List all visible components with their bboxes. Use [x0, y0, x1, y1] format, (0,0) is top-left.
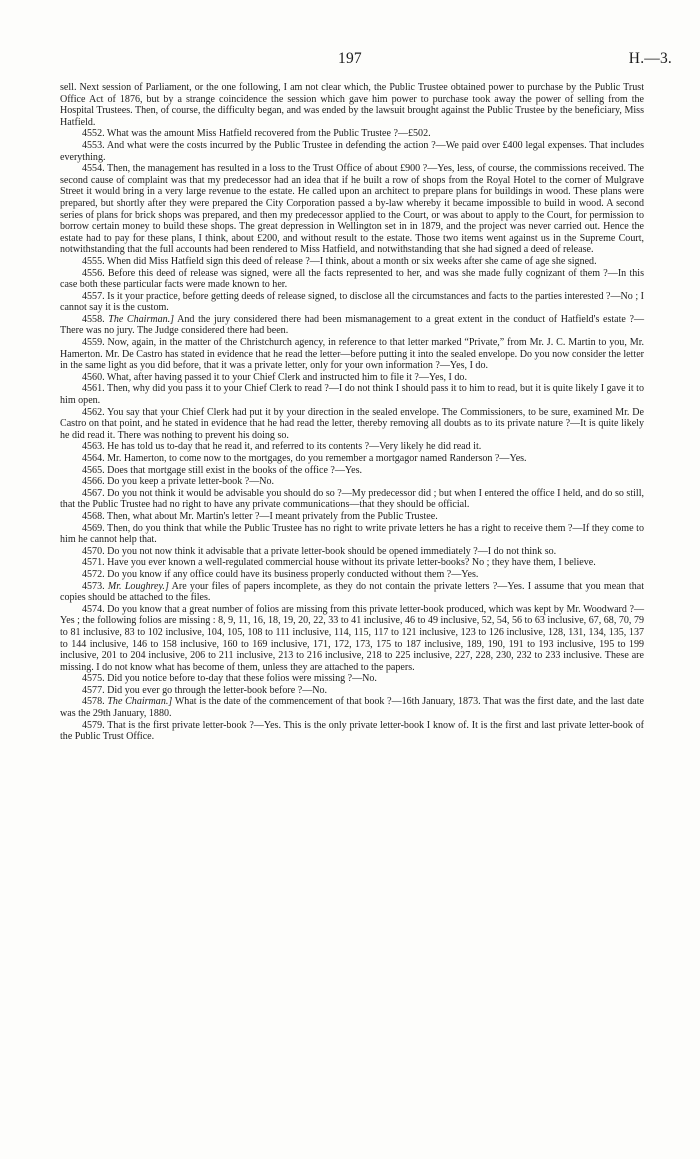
- paragraph: [60, 581, 644, 604]
- question-number: 4558.: [82, 313, 105, 325]
- paragraph: 4569. Then, do you think that while the Public Trustee has no right to write private letters he has a right to receive them ?—If they come to him he cannot help that.: [60, 522, 644, 546]
- paragraph: 4554. Then, the management has resulted in a loss to the Trust Office of about £900 ?—Yes, less, of course, the commissions received. The second cause of complaint was that my predecessor had an idea that if he built a row of shops from the Royal Hotel to the corner of Mulgrave Street it would bring in a very large revenue to the estate. He called upon an architect to prepare plans for buildings in wood. These plans were prepared, but shortly after they were prepared the City Corporation passed a by-law whereby it became impossible to build in wood. A second series of plans for brick shops was prepared, and then my predecessor applied to the Court, or was about to apply to the Court, for permission to borrow certain money to build these shops. The great depression in Wellington set in in 1879, and the project was never carried out. Hence the estate had to pay for these plans, I think, about £200, and without result to the estate. Those two items went against us in the Supreme Court, notwithstanding that the full accounts had been rendered to Miss Hatfield, and notwithstanding that she had signed a deed of release.: [60, 163, 644, 256]
- paragraph-text: What is the date of the commencement of that book ?—16th January, 1873. That was the first date, and the last date was the 29th January, 1880.: [60, 696, 644, 720]
- paragraph: 4574. Do you know that a great number of folios are missing from this private letter-book produced, which was kept by Mr. Woodward ?—Yes ; the following folios are missing : 8, 9, 11, 16, 18, 19, 20, 22, 33 to 41 inclusive, 46 to 49 inclusive, 52, 54, 56 to 63 inclusive, 67, 68, 70, 79 to 81 inclusive, 83 to 102 inclusive, 104, 105, 108 to 111 inclusive, 114, 115, 117 to 121 inclusive, 123 to 126 inclusive, 128, 131, 134, 135, 137 to 144 inclusive, 146 to 158 inclusive, 160 to 169 inclusive, 171, 172, 173, 175 to 187 inclusive, 189, 190, 191 to 193 inclusive, 195 to 199 inclusive, 201 to 204 inclusive, 206 to 211 inclusive, 213 to 216 inclusive, 218 to 225 inclusive, 227, 228, 230, 232 to 233 inclusive. These are missing. I do not know what has become of them, unless they are attached to the papers.: [60, 603, 644, 673]
- paragraph: 4566. Do you keep a private letter-book ?—No.: [82, 476, 275, 488]
- paragraph: 4571. Have you ever known a well-regulated commercial house without its private letter-books? No ; they have them, I believe.: [82, 557, 596, 569]
- paragraph: 4559. Now, again, in the matter of the Christchurch agency, in reference to that letter marked “Private,” from Mr. J. C. Martin to you, Mr. Hamerton. Mr. De Castro has stated in evidence that he read the letter—before putting it into the sealed envelope. Do you now consider the letter in the same light as you did before, that it was a private letter, only for your own information ?—Yes, I do.: [60, 337, 644, 372]
- speaker-label: Mr. Loughrey.]: [107, 580, 169, 592]
- paragraph-text: And the jury considered there had been mismanagement to a great extent in the conduct of Hatfield's estate ?—There was no jury. The Judge considered there had been.: [60, 313, 644, 337]
- paragraph: 4575. Did you notice before to-day that these folios were missing ?—No.: [82, 673, 377, 685]
- paragraph: 4565. Does that mortgage still exist in the books of the office ?—Yes.: [82, 464, 363, 476]
- paragraph: 4577. Did you ever go through the letter-book before ?—No.: [82, 684, 328, 696]
- paragraph: 4562. You say that your Chief Clerk had put it by your direction in the sealed envelope. The Commissioners, to be sure, examined Mr. De Castro on that point, and he stated in evidence that he had read the letter, thereby removing all doubts as to its private nature ?—It is quite likely he did read it. There was nothing to prevent his doing so.: [60, 406, 644, 441]
- question-number: 4578.: [82, 696, 105, 708]
- paragraph: 4561. Then, why did you pass it to your Chief Clerk to read ?—I do not think I should pass it to him to read, but it is quite likely I gave it to him open.: [60, 383, 644, 407]
- paper-reference: H.—3.: [628, 50, 672, 67]
- paragraph: 4555. When did Miss Hatfield sign this deed of release ?—I think, about a month or six weeks after she came of age she signed.: [82, 255, 597, 267]
- speaker-label: The Chairman.]: [108, 313, 175, 325]
- paragraph: 4552. What was the amount Miss Hatfield recovered from the Public Trustee ?—£502.: [82, 128, 431, 140]
- paragraph: 4553. And what were the costs incurred by the Public Trustee in defending the action ?—We paid over £400 legal expenses. That includes everything.: [60, 139, 644, 163]
- paragraph: 4563. He has told us to-day that he read it, and referred to its contents ?—Very likely he did read it.: [82, 441, 482, 453]
- page-number: 197: [338, 50, 362, 67]
- paragraph: 4572. Do you know if any office could have its business properly conducted without them ?—Yes.: [82, 568, 479, 580]
- paragraph: sell. Next session of Parliament, or the one following, I am not clear which, the Public Trustee obtained power to purchase by the Public Trust Office Act of 1876, but by a strange coincidence the session which gave him power to purchase took away the power of selling from the Hospital Trustees. Then, of course, the difficulty began, and was ended by the lawsuit brought against the Public Trustee by the beneficiary, Miss Hatfield.: [60, 82, 644, 128]
- paragraph: 4570. Do you not now think it advisable that a private letter-book should be opened immediately ?—I do not think so.: [82, 545, 557, 557]
- document-body: [60, 82, 644, 743]
- speaker-label: The Chairman.]: [107, 696, 173, 708]
- paragraph: [60, 696, 644, 719]
- paragraph: 4568. Then, what about Mr. Martin's letter ?—I meant privately from the Public Trustee.: [82, 510, 438, 522]
- paragraph-text: Are your files of papers incomplete, as they do not contain the private letters ?—Yes. I assume that you mean that copies should be attached to the files.: [60, 580, 644, 604]
- paragraph: 4564. Mr. Hamerton, to come now to the mortgages, do you remember a mortgagor named Randerson ?—Yes.: [82, 453, 527, 464]
- paragraph: 4567. Do you not think it would be advisable you should do so ?—My predecessor did ; but when I entered the office I held, and do so still, that the Public Trustee had no right to have any private communications—that they should be official.: [60, 487, 644, 511]
- paragraph: [60, 314, 644, 337]
- question-number: 4573.: [82, 580, 105, 592]
- paragraph: 4556. Before this deed of release was signed, were all the facts represented to her, and was she made fully cognizant of them ?—In this case both these particular facts were made known to her.: [60, 267, 644, 291]
- paragraph: 4560. What, after having passed it to your Chief Clerk and instructed him to file it ?—Yes, I do.: [82, 371, 467, 383]
- paragraph: 4579. That is the first private letter-book ?—Yes. This is the only private letter-book I know of. It is the first and last private letter-book of the Public Trust Office.: [60, 719, 644, 743]
- paragraph: 4557. Is it your practice, before getting deeds of release signed, to disclose all the circumstances and facts to the parties interested ?—No ; I cannot say it is the custom.: [60, 290, 644, 314]
